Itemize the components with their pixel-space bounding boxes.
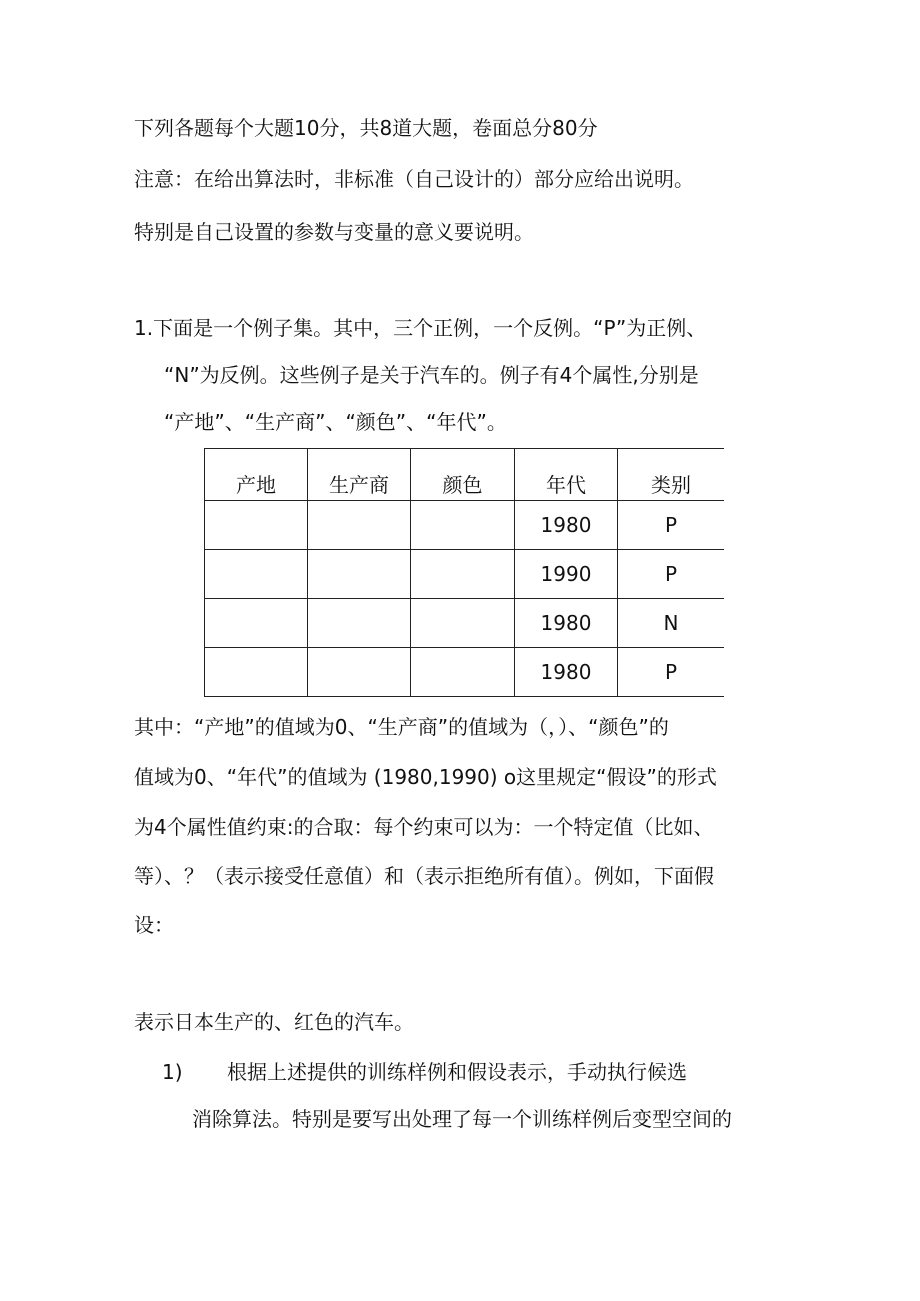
table-row <box>205 599 725 648</box>
cell-class: N <box>618 599 725 648</box>
header-class: 类别 <box>618 449 725 501</box>
sub-question-line-2: 消除算法。特别是要写出处理了每一个训练样例后变型空间的 <box>192 1107 732 1131</box>
cell-origin <box>205 599 308 648</box>
cell-maker <box>308 501 411 550</box>
cell-class: P <box>618 550 725 599</box>
table-row <box>205 501 725 550</box>
cell-color <box>411 648 515 697</box>
sub-question-number: 1) <box>162 1060 183 1084</box>
intro-line-2: 注意：在给出算法时，非标准（自己设计的）部分应给出说明。 <box>134 167 694 191</box>
header-color: 颜色 <box>411 449 515 501</box>
table-row <box>205 648 725 697</box>
table-header-row <box>205 449 725 501</box>
cell-color <box>411 599 515 648</box>
question1-line-1: 1.下面是一个例子集。其中，三个正例，一个反例。“P”为正例、 <box>134 316 707 340</box>
cell-year: 1980 <box>515 599 618 648</box>
cell-color <box>411 550 515 599</box>
cell-origin <box>205 550 308 599</box>
question1-line-2: “N”为反例。这些例子是关于汽车的。例子有4个属性,分别是 <box>164 363 699 387</box>
question1-line-3: “产地”、“生产商”、“颜色”、“年代”。 <box>164 410 507 434</box>
after-table-line-5: 设： <box>134 913 174 937</box>
after-table-line-1: 其中：“产地”的值域为0、“生产商”的值域为（，）、“颜色”的 <box>134 715 669 739</box>
table-row <box>205 550 725 599</box>
cell-year: 1990 <box>515 550 618 599</box>
cell-class: P <box>618 501 725 550</box>
cell-color <box>411 501 515 550</box>
cell-maker <box>308 550 411 599</box>
sub-question-line-1: 根据上述提供的训练样例和假设表示，手动执行候选 <box>227 1060 687 1084</box>
examples-table <box>204 448 724 697</box>
example-description: 表示日本生产的、红色的汽车。 <box>134 1010 414 1034</box>
cell-maker <box>308 648 411 697</box>
cell-origin <box>205 648 308 697</box>
cell-year: 1980 <box>515 648 618 697</box>
intro-line-1: 下列各题每个大题10分，共8道大题，卷面总分80分 <box>134 116 598 140</box>
intro-line-3: 特别是自己设置的参数与变量的意义要说明。 <box>134 220 534 244</box>
cell-year: 1980 <box>515 501 618 550</box>
after-table-line-4: 等）、？（表示接受任意值）和（表示拒绝所有值）。例如，下面假 <box>134 864 714 888</box>
after-table-line-2: 值域为0、“年代”的值域为 (1980,1990) o这里规定“假设”的形式 <box>134 765 717 789</box>
header-origin: 产地 <box>205 449 308 501</box>
header-maker: 生产商 <box>308 449 411 501</box>
header-year: 年代 <box>515 449 618 501</box>
cell-maker <box>308 599 411 648</box>
cell-origin <box>205 501 308 550</box>
cell-class: P <box>618 648 725 697</box>
after-table-line-3: 为4个属性值约束:的合取：每个约束可以为：一个特定值（比如、 <box>134 815 714 839</box>
